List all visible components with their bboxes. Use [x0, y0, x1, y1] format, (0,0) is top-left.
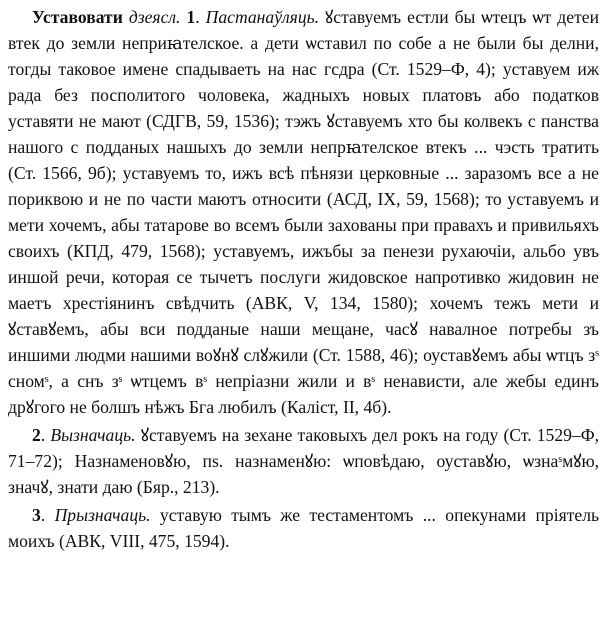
- headword: Уставовати: [32, 7, 123, 27]
- sense-1-gloss: Пастанаўляць.: [205, 7, 320, 27]
- sense-2-gloss: Вызначаць.: [50, 425, 136, 445]
- sense-2-paragraph: 2. Вызначаць. ꙋставуемъ на зехане таковыхъ дел рокъ на году (Ст. 1529–Ф, 71–72); Назнаменовꙋю, пѕ. назнаменꙋю: ѡповѣдаю, оуставꙋю, ѡзнаˢмꙋю, значꙋ, знати даю (Бяр., 213).: [8, 425, 600, 497]
- sense-2-citations: ꙋставуемъ на зехане таковыхъ дел рокъ на году (Ст. 1529–Ф, 71–72); Назнаменовꙋю, пѕ. назнаменꙋю: ѡповѣдаю, оуставꙋю, ѡзнаˢмꙋю, значꙋ, знати даю (Бяр., 213).: [8, 425, 600, 497]
- sense-3-citations: уставую тымъ же тестаментомъ ... опекунами пріятель моихъ (АВК, VIII, 475, 1594).: [8, 505, 600, 551]
- sense-1-citations: ꙋставуемъ естли бы ѡтецъ ѡт детеи втек до земли неприꙗтелское. а дети ѡставил по собе а не были бы делни, тогды таковое имене спадываеть на нас гсдра (Ст. 1529–Ф, 4); уставуем иж рада без посполитого чоловека, жадныхъ новых платовъ або податков уставяти не мают (СДГВ, 59, 1536); тэжъ ꙋставуемъ хто бы колвекъ с панства нашого с подданых нашыхъ до земли непрꙗтелское втекъ ... чэсть тратить (Ст. 1566, 9б); уставуемъ то, ижъ всѣ пѣнязи церковные ... заразомъ все а не пориквою и не по части маютъ относити (АСД, IX, 59, 1568); то уставуемъ и мети хочемъ, абы татарове во всемъ были захованы при правахъ и привильяхъ своихъ (КПД, 479, 1568); уставуемъ, ижъбы за пенези рухаючіи, альбо увъ иншой речи, которая се тычетъ послуги жидовское напротивко жидовин не маетъ хрестіянинъ свѣдчить (АВК, V, 134, 1580); хочемъ тежъ мети и ꙋставꙋемъ, абы вси подданые наши мещане, часꙋ навалное потребы зъ иншими людми нашими воꙋнꙋ слꙋжили (Ст. 1588, 46); оуставꙋемъ абы ѡтцъ зˢ сномˢ, а снъ зˢ ѡтцемъ вˢ непріазни жили и вˢ ненависти, але жебы единъ дрꙋгого не болшъ нѣжъ Бга любилъ (Каліст, II, 4б).: [8, 7, 599, 417]
- sense-1-number: 1: [186, 7, 196, 27]
- sense-2-number: 2: [32, 425, 41, 445]
- grammar-label: дзеясл.: [128, 7, 181, 27]
- sense-3-gloss: Прызначаць.: [54, 505, 151, 525]
- sense-3-paragraph: 3. Прызначаць. уставую тымъ же тестаментомъ ... опекунами пріятель моихъ (АВК, VIII, 475, 1594).: [8, 505, 600, 551]
- sense-1-paragraph: Уставовати дзеясл. 1. Пастанаўляць. ꙋставуемъ естли бы ѡтецъ ѡт детеи втек до земли неприꙗтелское. а дети ѡставил по собе а не были бы делни, тогды таковое имене спадываеть на нас гсдра (Ст. 1529–Ф, 4); уставуем иж рада без посполитого чоловека, жадныхъ новых платовъ або податков уставяти не мают (СДГВ, 59, 1536); тэжъ ꙋставуемъ хто бы колвекъ с панства нашого с подданых нашыхъ до земли непрꙗтелское втекъ ... чэсть тратить (Ст. 1566, 9б); уставуемъ то, ижъ всѣ пѣнязи церковные ... заразомъ все а не пориквою и не по части маютъ относити (АСД, IX, 59, 1568); то уставуемъ и мети хочемъ, абы татарове во всемъ были захованы при правахъ и привильяхъ своихъ (КПД, 479, 1568); уставуемъ, ижъбы за пенези рухаючіи, альбо увъ иншой речи, которая се тычетъ послуги жидовское напротивко жидовин не маетъ хрестіянинъ свѣдчить (АВК, V, 134, 1580); хочемъ тежъ мети и ꙋставꙋемъ, абы вси подданые наши мещане, часꙋ навалное потребы зъ иншими людми нашими воꙋнꙋ слꙋжили (Ст. 1588, 46); оуставꙋемъ абы ѡтцъ зˢ сномˢ, а снъ зˢ ѡтцемъ вˢ непріазни жили и вˢ ненависти, але жебы единъ дрꙋгого не болшъ нѣжъ Бга любилъ (Каліст, II, 4б).: [8, 7, 599, 417]
- sense-3-number: 3: [32, 505, 41, 525]
